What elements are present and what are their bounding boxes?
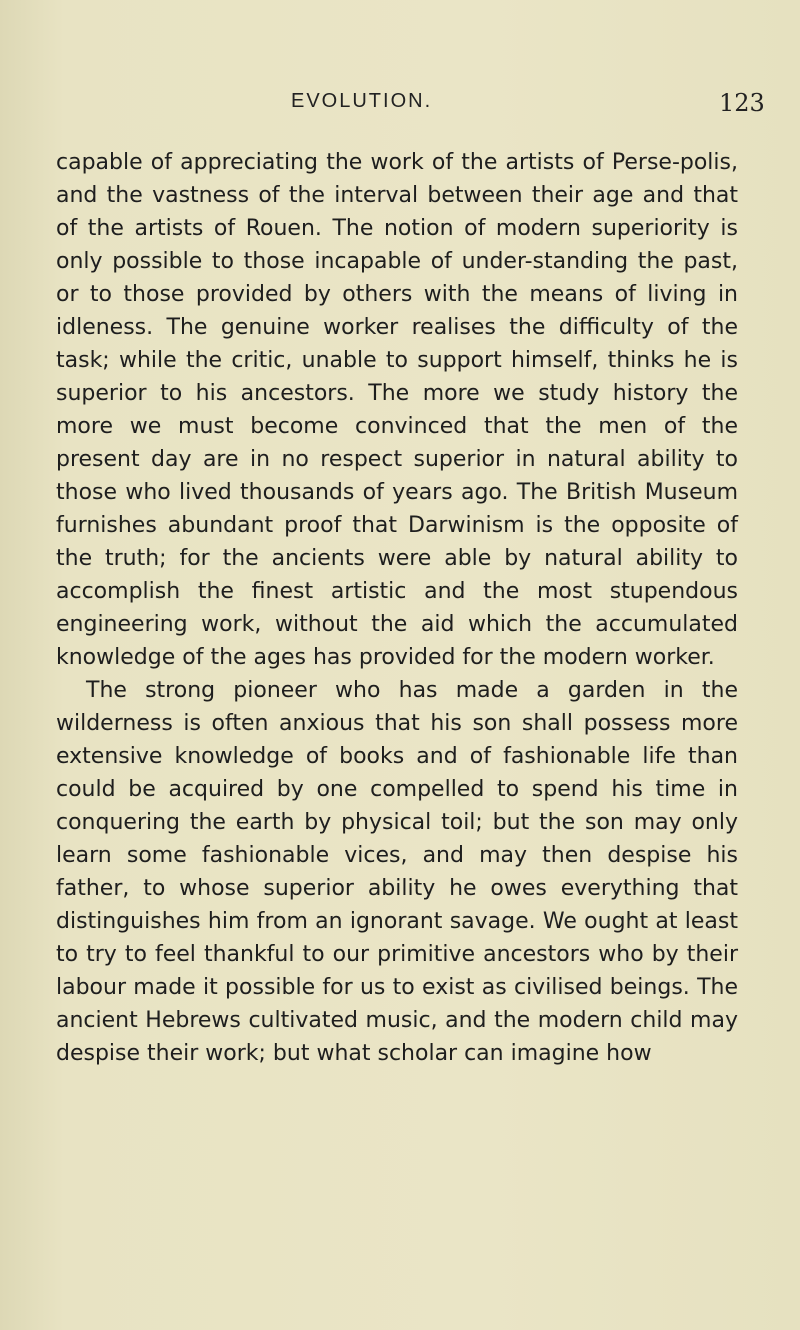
paragraph: capable of appreciating the work of the artists of Perse-polis, and the vastness of the interval between their age and that of the artists of Rouen. The notion of modern superiority is only possible to those incapable of under-standing the past, or to those provided by others with the means of living in idleness. The genuine worker realises the difficulty of the task; while the critic, unable to support himself, thinks he is superior to his ancestors. The more we study history the more we must become convinced that the men of the present day are in no respect superior in natural ability to those who lived thousands of years ago. The British Museum furnishes abundant proof that Darwinism is the opposite of the truth; for the ancients were able by natural ability to accomplish the finest artistic and the most stupendous engineering work, without the aid which the accumulated knowledge of the ages has provided for the modern worker. — [56, 150, 738, 670]
paragraph: The strong pioneer who has made a garden in the wilderness is often anxious that his son shall possess more extensive knowledge of books and of fashionable life than could be acquired by one compelled to spend his time in conquering the earth by physical toil; but the son may only learn some fashionable vices, and may then despise his father, to whose superior ability he owes everything that distinguishes him from an ignorant savage. We ought at least to try to feel thankful to our primitive ancestors who by their labour made it possible for us to exist as civilised beings. The ancient Hebrews cultivated music, and the modern child may despise their work; but what scholar can imagine how — [56, 678, 738, 1066]
running-head: EVOLUTION. — [291, 90, 433, 112]
page-header — [0, 90, 800, 120]
body-text — [56, 146, 738, 1070]
page-number: 123 — [719, 89, 765, 117]
